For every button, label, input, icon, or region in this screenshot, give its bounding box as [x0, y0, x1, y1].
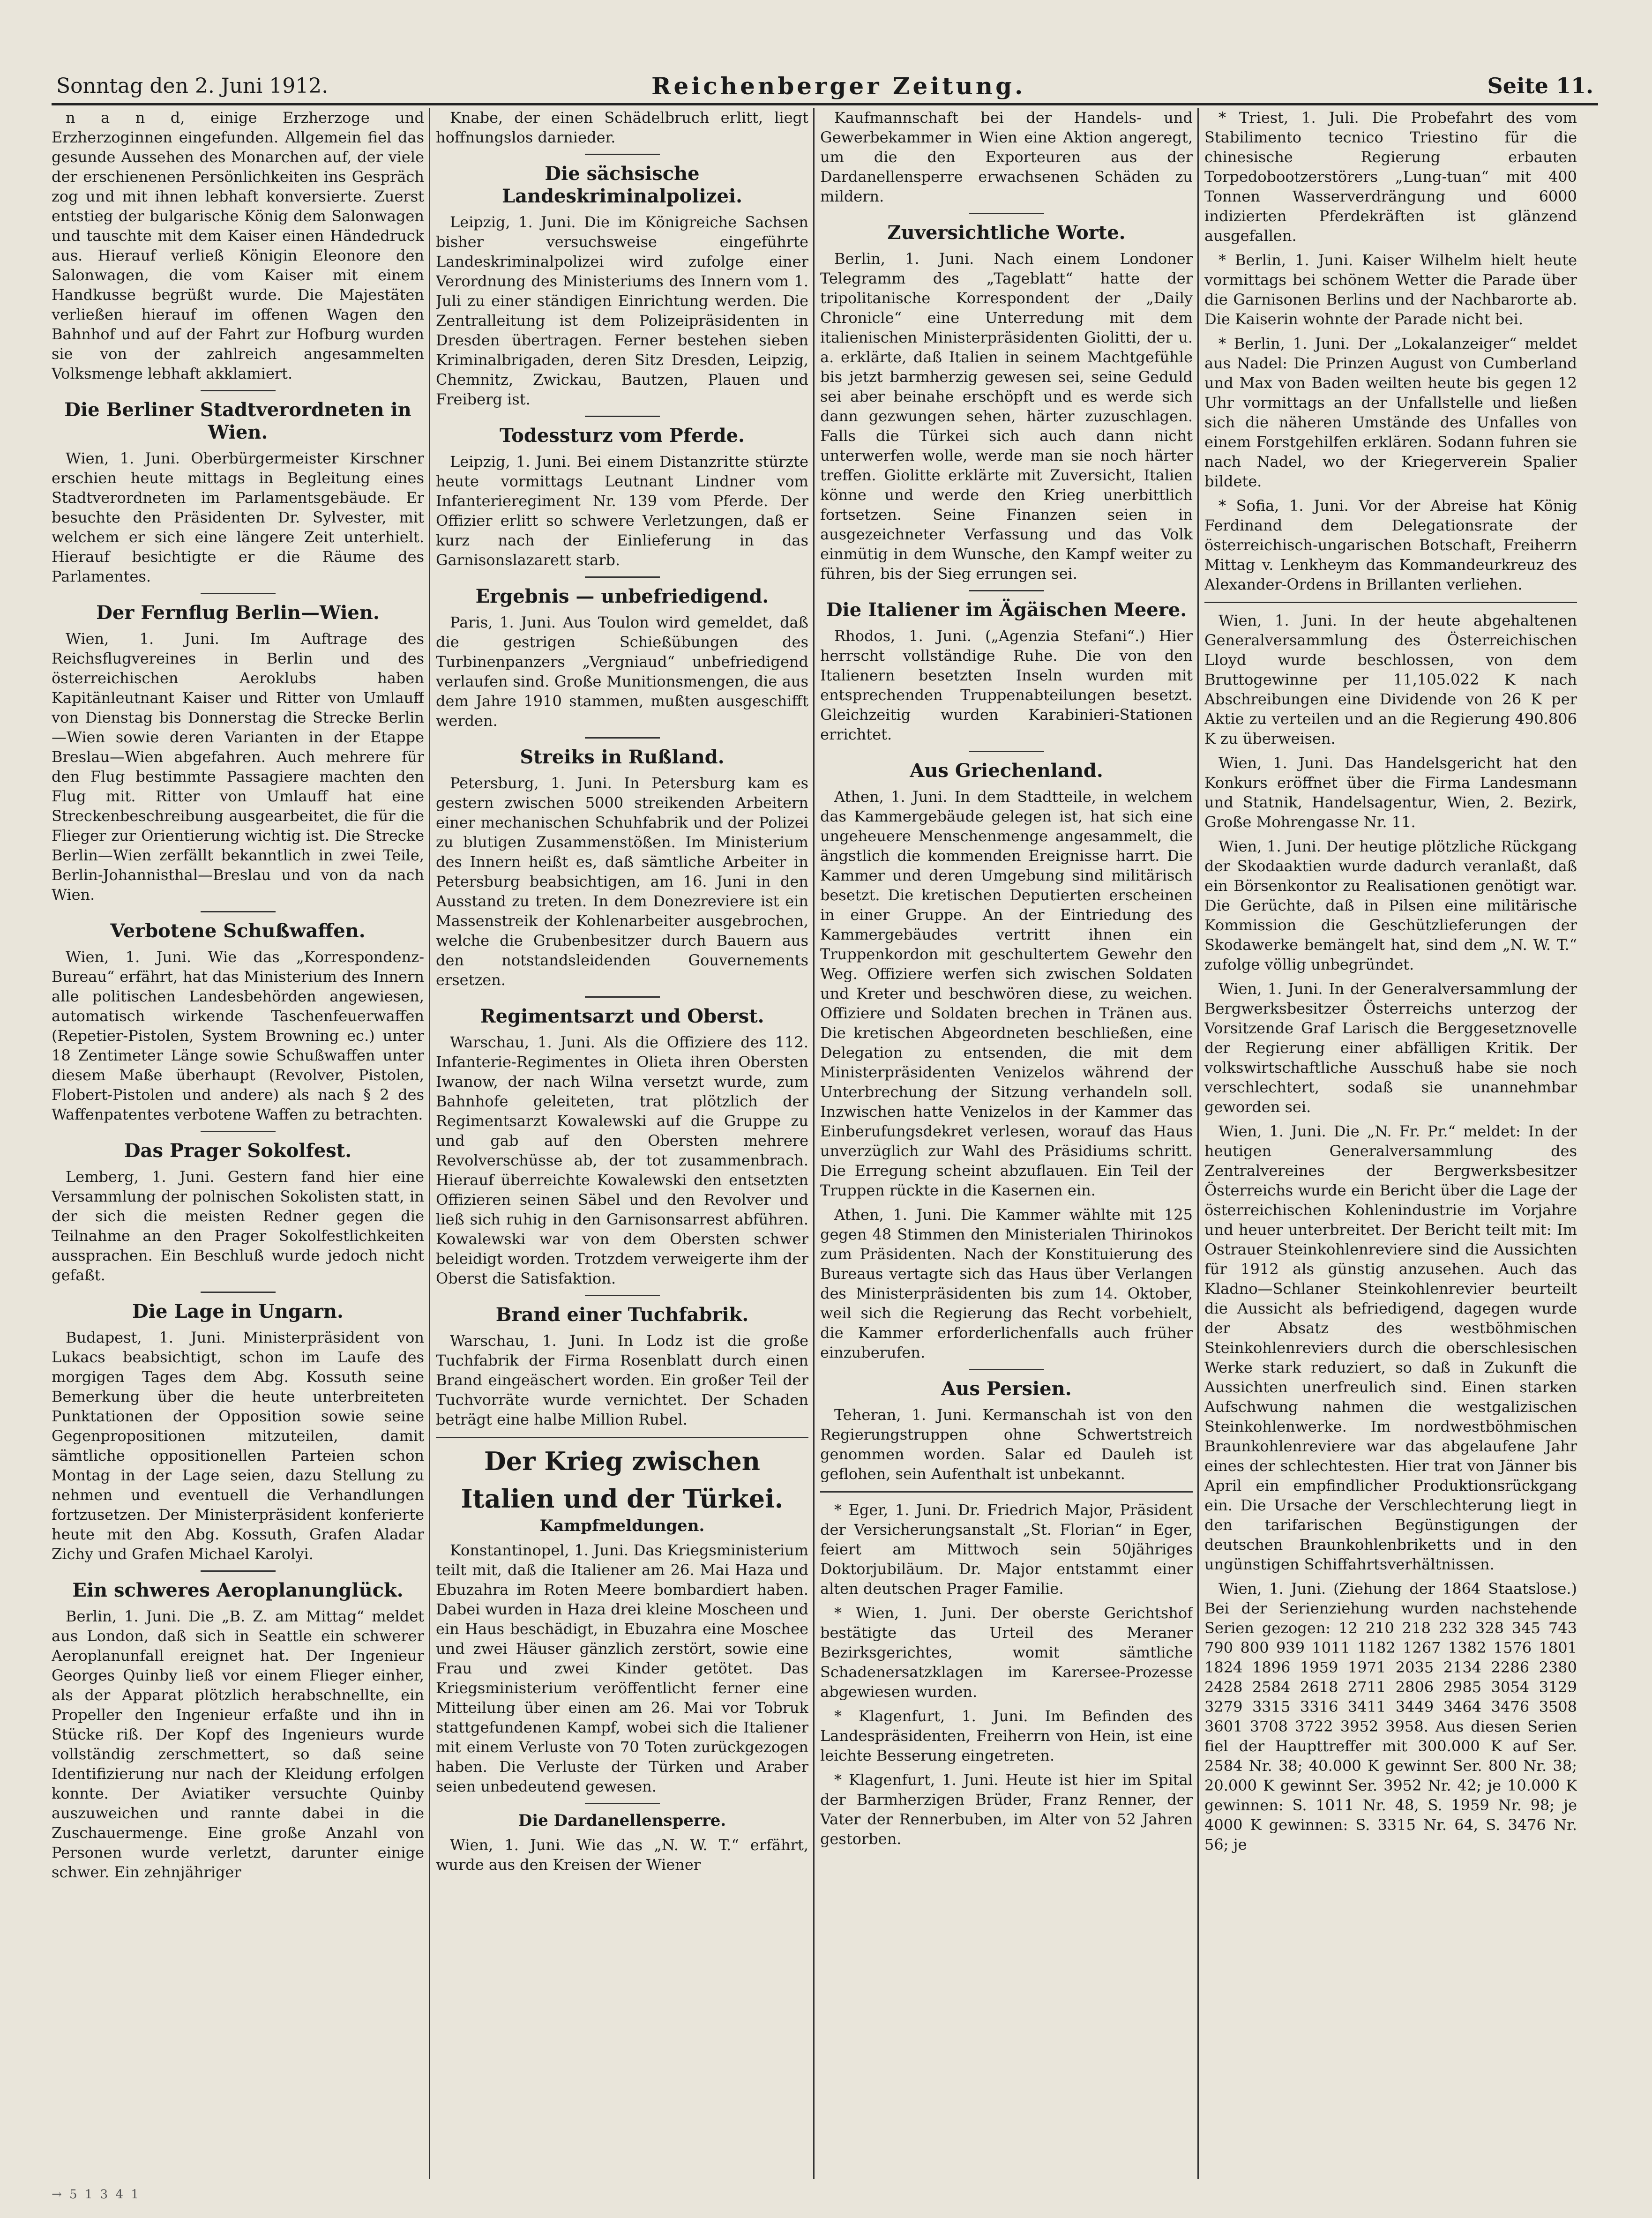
issue-date: Sonntag den 2. Juni 1912.	[56, 74, 329, 98]
article-headline: Streiks in Rußland.	[520, 746, 725, 768]
separator	[201, 911, 276, 912]
article-text: Wien, 1. Juni. In der heute abgehaltenen Generalversammlung des Österreichischen Lloyd wurde beschlossen, von dem Bruttogewinne per 11,105.022 K nach Abschreibungen eine Dividende von 26 K per Aktie zu verteilen und an die Regierung 490.806 K zu überweisen.	[1204, 612, 1577, 747]
article-text: Konstantinopel, 1. Juni. Das Kriegsministerium teilt mit, daß die Italiener am 26. Mai Haza und Ebuzahra im Roten Meere bombardiert haben. Dabei wurden in Haza drei kleine Moscheen und ein Haus beschädigt, in Ebuzahra eine Moschee und zwei Häuser gänzlich zerstört, sowie eine Frau und zwei Kinder getötet. Das Kriegsministerium veröffentlicht ferner eine Mitteilung über einen am 26. Mai vor Tobruk stattgefundenen Kampf, wobei sich die Italiener mit einem Verluste von 70 Toten zurückgezogen haben. Die Verluste der Türken und Araber seien unbedeutend gewesen.	[436, 1541, 808, 1795]
column-2	[436, 108, 808, 2179]
article-headline: Das Prager Sokolfest.	[124, 1140, 352, 1162]
separator	[436, 1437, 808, 1438]
article-headline: Ergebnis — unbefriedigend.	[475, 585, 769, 607]
page-header	[52, 70, 1598, 105]
article-text: Wien, 1. Juni. Wie das „Korrespondenz-Bureau“ erfährt, hat das Ministerium des Innern alle politischen Landesbehörden angewiesen, automatisch wirkende Taschenfeuerwaffen (Repetier-Pistolen, System Browning ec.) unter 18 Zentimeter Länge sowie Schußwaffen unter diesem Maße überhaupt (Revolver, Pistolen, Flobert-Pistolen und andere) als nach § 2 des Waffenpatentes verbotene Waffen zu betrachten.	[52, 948, 424, 1123]
separator	[969, 1369, 1044, 1370]
separator	[1204, 602, 1577, 603]
article-text: Athen, 1. Juni. In dem Stadtteile, in welchem das Kammergebäude gelegen ist, hat sich eine ungeheuere Menschenmenge angesammelt, die ängstlich die kommenden Ereignisse harrt. Die Kammer und deren Umgebung sind militärisch besetzt. Die kretischen Deputierten erscheinen in einer Gruppe. An der Eintriedung des Kammergebäudes vertritt ihnen ein Truppenkordon mit geschultertem Gewehr den Weg. Offiziere werfen sich zwischen Soldaten und Kreter und beschwören diese, zu weichen. Offiziere und Soldaten brechen in Tränen aus. Die kretischen Abgeordneten beschließen, eine Delegation zu entsenden, die mit dem Ministerpräsidenten Venizelos während der Unterbrechung der Sitzung verhandeln soll. Inzwischen hatte Venizelos in der Kammer das Einberufungsdekret verlesen, worauf das Haus unverzüglich zur Wahl des Präsidiums schritt. Die Erregung scheint abzuflauen. Ein Teil der Truppen rückte in die Kasernen ein.	[820, 788, 1193, 1199]
separator	[585, 154, 660, 155]
article-headline: Die Berliner Stadtverordneten in Wien.	[64, 399, 411, 443]
section-headline: Der Krieg zwischen	[484, 1446, 761, 1476]
article-text: * Triest, 1. Juli. Die Probefahrt des vom Stabilimento tecnico Triestino für die chinesische Regierung erbauten Torpedobootzerstörers „Lung-tuan“ mit 400 Tonnen Wasserverdrängung und 6000 indizierten Pferdekräften ist glänzend ausgefallen.	[1204, 109, 1577, 245]
article-text: Leipzig, 1. Juni. Die im Königreiche Sachsen bisher versuchsweise eingeführte Landeskriminalpolizei wird zufolge einer Verordnung des Ministeriums des Innern vom 1. Juli zu einer ständigen Einrichtung werden. Die Zentralleitung ist dem Polizeipräsidenten in Dresden übertragen. Ferner bestehen sieben Kriminalbrigaden, deren Sitz Dresden, Leipzig, Chemnitz, Zwickau, Bautzen, Plauen und Freiberg ist.	[436, 213, 808, 408]
article-text: n a n d, einige Erzherzoge und Erzherzoginnen eingefunden. Allgemein fiel das gesunde Aussehen des Monarchen auf, der viele der erschienenen Persönlichkeiten ins Gespräch zog und mit ihnen lebhaft konversierte. Zuerst entstieg der bulgarische König dem Salonwagen und tauschte mit dem Kaiser einen Händedruck aus. Hierauf verließ Königin Eleonore den Salonwagen, die vom Kaiser mit einem Handkusse begrüßt wurde. Die Majestäten verließen hierauf im offenen Wagen den Bahnhof und auf der Fahrt zur Hofburg wurden sie von der zahlreich angesammelten Volksmenge lebhaft akklamiert.	[52, 109, 424, 382]
article-headline: Regimentsarzt und Oberst.	[480, 1005, 764, 1027]
article-headline: Aus Persien.	[941, 1378, 1072, 1400]
article-text: Berlin, 1. Juni. Nach einem Londoner Telegramm des „Tageblatt“ hatte der tripolitanische Korrespondent der „Daily Chronicle“ eine Unterredung mit dem italienischen Ministerpräsidenten Giolitti, der u. a. erklärte, daß Italien in seinem Machtgefühle bis jetzt barmherzig gewesen sei, seine Geduld sei aber beinahe erschöpft und es werde sich dann gezwungen sehen, härter zuzuschlagen. Falls die Türkei sich auch dann nicht unterwerfen wolle, werde man sie noch härter treffen. Giolitte erklärte mit Zuversicht, Italien könne und werde den Krieg unerbittlich fortsetzen. Seine Finanzen seien in ausgezeichneter Verfassung und das Volk einmütig in dem Wunsche, den Kampf weiter zu führen, bis der Sieg errungen sei.	[820, 250, 1193, 583]
article-text: * Sofia, 1. Juni. Vor der Abreise hat König Ferdinand dem Delegationsrate der österreichisch-ungarischen Botschaft, Freiherrn Mittag v. Lenkheym das Kommandeurkreuz des Alexander-Ordens in Brillanten verliehen.	[1204, 497, 1577, 593]
article-text: Wien, 1. Juni. Im Auftrage des Reichsflugvereines in Berlin und des österreichischen Aeroklubs haben Kapitänleutnant Kaiser und Ritter von Umlauff von Dienstag bis Donnerstag die Strecke Berlin—Wien sowie deren Varianten in der Etappe Breslau—Wien abgefahren. Auch mehrere für den Flug bestimmte Passagiere machten den Flug mit. Ritter von Umlauff hat eine Streckenbeschreibung ausgearbeitet, die für die Flieger zur Orientierung wichtig ist. Die Strecke Berlin—Wien zerfällt bekanntlich in zwei Teile, Berlin-Johannisthal—Breslau und von da nach Wien.	[52, 630, 424, 904]
article-headline: Die Lage in Ungarn.	[132, 1300, 344, 1322]
article-text: * Klagenfurt, 1. Juni. Im Befinden des Landespräsidenten, Freiherrn von Hein, ist eine leichte Besserung eingetreten.	[820, 1707, 1193, 1764]
article-text: Wien, 1. Juni. Die „N. Fr. Pr.“ meldet: In der heutigen Generalversammlung des Zentralvereines der Bergwerksbesitzer Österreichs wurde ein Bericht über die Lage der österreichischen Kohlenindustrie im Vorjahre und heuer unterbreitet. Der Bericht teilt mit: Im Ostrauer Steinkohlenreviere sind die Aussichten für 1912 als günstig anzusehen. Auch das Kladno—Schlaner Steinkohlenrevier beurteilt die Aussicht als befriedigend, dagegen wurde der Absatz des westböhmischen Steinkohlenreviers durch die oberschlesischen Werke stark reduziert, so daß in Zukunft die Aussichten unerfreulich sind. Einen starken Aufschwung nahmen die westgalizischen Steinkohlenwerke. Im nordwestböhmischen Braunkohlenreviere war das abgelaufene Jahr eines der schlechtesten. Hier trat von Jänner bis April ein empfindlicher Produktionsrückgang ein. Die Ursache der Verschlechterung liegt in den tarifarischen Begünstigungen der deutschen Braunkohlenbriketts und in den ungünstigen Schiffahrtsverhältnissen.	[1204, 1122, 1577, 1573]
article-text: * Berlin, 1. Juni. Kaiser Wilhelm hielt heute vormittags bei schönem Wetter die Parade über die Garnisonen Berlins und der Nachbarorte ab. Die Kaiserin wohnte der Parade nicht bei.	[1204, 251, 1577, 328]
separator	[969, 213, 1044, 214]
article-headline: Der Fernflug Berlin—Wien.	[96, 602, 380, 624]
column-4	[1204, 108, 1577, 2179]
article-text: Athen, 1. Juni. Die Kammer wählte mit 125 gegen 48 Stimmen den Ministerialen Thirinokos zum Präsidenten. Nach der Konstituierung des Bureaus vertagte sich das Haus über Verlangen des Ministerpräsidenten bis zum 14. Oktober, weil sich die Regierung das Recht vorbehielt, die Kammer erforderlichenfalls auch früher einzuberufen.	[820, 1206, 1193, 1361]
article-text: Wien, 1. Juni. (Ziehung der 1864 Staatslose.) Bei der Serienziehung wurden nachstehende Serien gezogen: 12 210 218 232 328 345 743 790 800 939 1011 1182 1267 1382 1576 1801 1824 1896 1959 1971 2035 2134 2286 2380 2428 2584 2618 2711 2806 2985 3054 3129 3279 3315 3316 3411 3449 3464 3476 3508 3601 3708 3722 3952 3958. Aus diesen Serien fiel der Haupttreffer mit 300.000 K auf Ser. 2584 Nr. 38; 40.000 K gewinnt Ser. 800 Nr. 38; 20.000 K gewinnt Ser. 3952 Nr. 42; je 10.000 K gewinnen: S. 1011 Nr. 48, S. 1959 Nr. 98; je 4000 K gewinnen: S. 3315 Nr. 64, S. 3476 Nr. 56; je	[1204, 1580, 1577, 1853]
article-text: * Eger, 1. Juni. Dr. Friedrich Major, Präsident der Versicherungsanstalt „St. Florian“ in Eger, feiert am Mittwoch sein 50jähriges Doktorjubiläum. Dr. Major entstammt einer alten deutschen Prager Familie.	[820, 1501, 1193, 1598]
article-text: Budapest, 1. Juni. Ministerpräsident von Lukacs beabsichtigt, schon im Laufe des morgigen Tages dem Abg. Kossuth seine Bemerkung über die heute unterbreiteten Punktationen der Opposition sowie seine Gegenpropositionen mitzuteilen, damit sämtliche oppositionellen Parteien schon Montag in der Lage seien, dazu Stellung zu nehmen und eventuell die Verhandlungen fortzusetzen. Der Ministerpräsident konferierte heute mit den Abg. Kossuth, Grafen Aladar Zichy und Grafen Michael Karolyi.	[52, 1329, 424, 1563]
article-text: Wien, 1. Juni. Wie das „N. W. T.“ erfährt, wurde aus den Kreisen der Wiener	[436, 1836, 808, 1874]
article-headline: Die Italiener im Ägäischen Meere.	[826, 599, 1187, 621]
article-text: Knabe, der einen Schädelbruch erlitt, liegt hoffnungslos darnieder.	[436, 109, 808, 146]
separator	[585, 416, 660, 417]
section-subheadline: Kampfmeldungen.	[539, 1516, 705, 1535]
column-divider	[1197, 108, 1199, 2179]
article-text: Warschau, 1. Juni. Als die Offiziere des 112. Infanterie-Regimentes in Olieta ihren Obersten Iwanow, der nach Wilna versetzt wurde, zum Bahnhofe geleiteten, trat plötzlich der Regimentsarzt Kowalewski auf die Gruppe zu und gab auf den Obersten mehrere Revolverschüsse ab, der tot zusammenbrach. Hierauf überreichte Kowalewski den entsetzten Offizieren seinen Säbel und den Revolver und ließ sich ruhig in den Garnisonsarrest abführen. Kowalewski war von dem Obersten schwer beleidigt worden. Trotzdem verweigerte ihm der Oberst die Satisfaktion.	[436, 1033, 808, 1287]
article-headline: Die Dardanellensperre.	[518, 1811, 726, 1830]
separator	[969, 590, 1044, 591]
separator	[820, 1491, 1193, 1493]
separator	[585, 576, 660, 578]
separator	[585, 737, 660, 739]
newspaper-title: Reichenberger Zeitung.	[651, 72, 1026, 100]
separator	[585, 996, 660, 998]
separator	[201, 1292, 276, 1293]
article-text: Warschau, 1. Juni. In Lodz ist die große Tuchfabrik der Firma Rosenblatt durch einen Brand eingeäschert worden. Ein großer Teil der Tuchvorräte wurde vernichtet. Der Schaden beträgt eine halbe Million Rubel.	[436, 1332, 808, 1428]
column-3	[820, 108, 1193, 2179]
column-1	[52, 108, 424, 2179]
article-text: Berlin, 1. Juni. Die „B. Z. am Mittag“ meldet aus London, daß sich in Seattle ein schwerer Aeroplanunfall ereignet hat. Der Ingenieur Georges Quinby ließ vor einem Flieger einher, als der Apparat plötzlich herabschnellte, ein Propeller den Ingenieur erfaßte und ihn in Stücke riß. Der Kopf des Ingenieurs wurde vollständig zerschmettert, so daß seine Identifizierung nur nach der Kleidung erfolgen konnte. Der Aviatiker versuchte Quinby auszuweichen und rannte dabei in die Zuschauermenge. Eine große Anzahl von Personen wurde verletzt, darunter einige schwer. Ein zehnjähriger	[52, 1607, 424, 1881]
article-text: * Klagenfurt, 1. Juni. Heute ist hier im Spital der Barmherzigen Brüder, Franz Renner, der Vater der Rennerbuben, im Alter von 52 Jahren gestorben.	[820, 1771, 1193, 1848]
page-footer: → 5 1 3 4 1	[52, 2188, 141, 2202]
article-text: Petersburg, 1. Juni. In Petersburg kam es gestern zwischen 5000 streikenden Arbeitern einer mechanischen Schuhfabrik und der Polizei zu blutigen Zusammenstößen. Im Ministerium des Innern heißt es, daß sämtliche Arbeiter in Petersburg beabsichtigen, am 16. Juni in den Ausstand zu treten. In dem Donezreviere ist ein Massenstreik der Kohlenarbeiter ausgebrochen, welche die Grubenbesitzer durch Bauern aus den notstandsleidenden Gouvernements ersetzen.	[436, 774, 808, 989]
article-headline: Die sächsische Landeskriminalpolizei.	[501, 163, 743, 207]
article-text: Paris, 1. Juni. Aus Toulon wird gemeldet, daß die gestrigen Schießübungen des Turbinenpanzers „Vergniaud“ unbefriedigend verlaufen sind. Große Munitionsmengen, die aus dem Jahre 1910 stammen, mußten ausgeschifft werden.	[436, 613, 808, 730]
article-text: Kaufmannschaft bei der Handels- und Gewerbekammer in Wien eine Aktion angeregt, um die den Exporteuren aus der Dardanellensperre erwachsenen Schäden zu mildern.	[820, 109, 1193, 205]
separator	[585, 1803, 660, 1804]
article-headline: Verbotene Schußwaffen.	[110, 920, 366, 942]
article-headline: Brand einer Tuchfabrik.	[495, 1304, 749, 1326]
column-divider	[813, 108, 815, 2179]
separator	[201, 390, 276, 391]
article-text: Rhodos, 1. Juni. („Agenzia Stefani“.) Hier herrscht vollständige Ruhe. Die von den Italienern besetzten Inseln wurden mit entsprechenden Truppenabteilungen besetzt. Gleichzeitig wurden Karabinieri-Stationen errichtet.	[820, 627, 1193, 743]
separator	[585, 1295, 660, 1296]
article-text: Wien, 1. Juni. Oberbürgermeister Kirschner erschien heute mittags in Begleitung eines Stadtverordneten im Parlamentsgebäude. Er besuchte den Präsidenten Dr. Sylvester, mit welchem er sich eine längere Zeit unterhielt. Hierauf besichtigte er die Räume des Parlamentes.	[52, 449, 424, 585]
article-text: Lemberg, 1. Juni. Gestern fand hier eine Versammlung der polnischen Sokolisten statt, in der sich die meisten Redner gegen die Teilnahme an den Prager Sokolfestlichkeiten aussprachen. Ein Beschluß wurde jedoch nicht gefaßt.	[52, 1168, 424, 1284]
separator	[201, 1570, 276, 1572]
article-headline: Aus Griechenland.	[910, 760, 1103, 782]
separator	[201, 593, 276, 594]
separator	[969, 751, 1044, 752]
section-headline: Italien und der Türkei.	[461, 1484, 784, 1514]
article-text: * Wien, 1. Juni. Der oberste Gerichtshof bestätigte das Urteil des Meraner Bezirksgerichtes, womit sämtliche Schadenersatzklagen im Karersee-Prozesse abgewiesen wurden.	[820, 1604, 1193, 1701]
article-text: Teheran, 1. Juni. Kermanschah ist von den Regierungstruppen ohne Schwertstreich genommen worden. Salar ed Dauleh ist geflohen, sein Aufenthalt ist unbekannt.	[820, 1406, 1193, 1483]
article-headline: Todessturz vom Pferde.	[500, 425, 745, 447]
article-text: Wien, 1. Juni. Das Handelsgericht hat den Konkurs eröffnet über die Firma Landesmann und Statnik, Handelsagentur, Wien, 2. Bezirk, Große Mohrengasse Nr. 11.	[1204, 754, 1577, 831]
article-headline: Ein schweres Aeroplanunglück.	[72, 1579, 404, 1601]
article-text: Wien, 1. Juni. In der Generalversammlung der Bergwerksbesitzer Österreichs unterzog der Vorsitzende Graf Larisch die Berggesetznovelle der Regierung einer abfälligen Kritik. Der volkswirtschaftliche Ausschuß habe sie noch verschlechtert, sodaß sie unannehmbar geworden sei.	[1204, 980, 1577, 1116]
article-text: Leipzig, 1. Juni. Bei einem Distanzritte stürzte heute vormittags Leutnant Lindner vom Infanterieregiment Nr. 139 vom Pferde. Der Offizier erlitt so schwere Verletzungen, daß er kurz nach der Einlieferung in das Garnisonslazarett starb.	[436, 453, 808, 569]
column-divider	[429, 108, 430, 2179]
article-text: Wien, 1. Juni. Der heutige plötzliche Rückgang der Skodaaktien wurde dadurch veranlaßt, daß ein Börsenkontor zu Realisationen genötigt war. Die Gerüchte, daß in Pilsen eine militärische Kommission die Geschützlieferungen der Skodawerke bemängelt hat, sind dem „N. W. T.“ zufolge völlig unbegründet.	[1204, 837, 1577, 973]
separator	[201, 1131, 276, 1132]
article-headline: Zuversichtliche Worte.	[887, 222, 1126, 244]
page-number: Seite 11.	[1487, 73, 1593, 98]
article-text: * Berlin, 1. Juni. Der „Lokalanzeiger“ meldet aus Nadel: Die Prinzen August von Cumberland und Max von Baden weilten heute bis gegen 12 Uhr vormittags an der Unfallstelle und ließen sich die näheren Umstände des Unfalles von einem Forstgehilfen erklären. Sodann fuhren sie nach Nadel, wo der Kriegerverein Spalier bildete.	[1204, 335, 1577, 490]
